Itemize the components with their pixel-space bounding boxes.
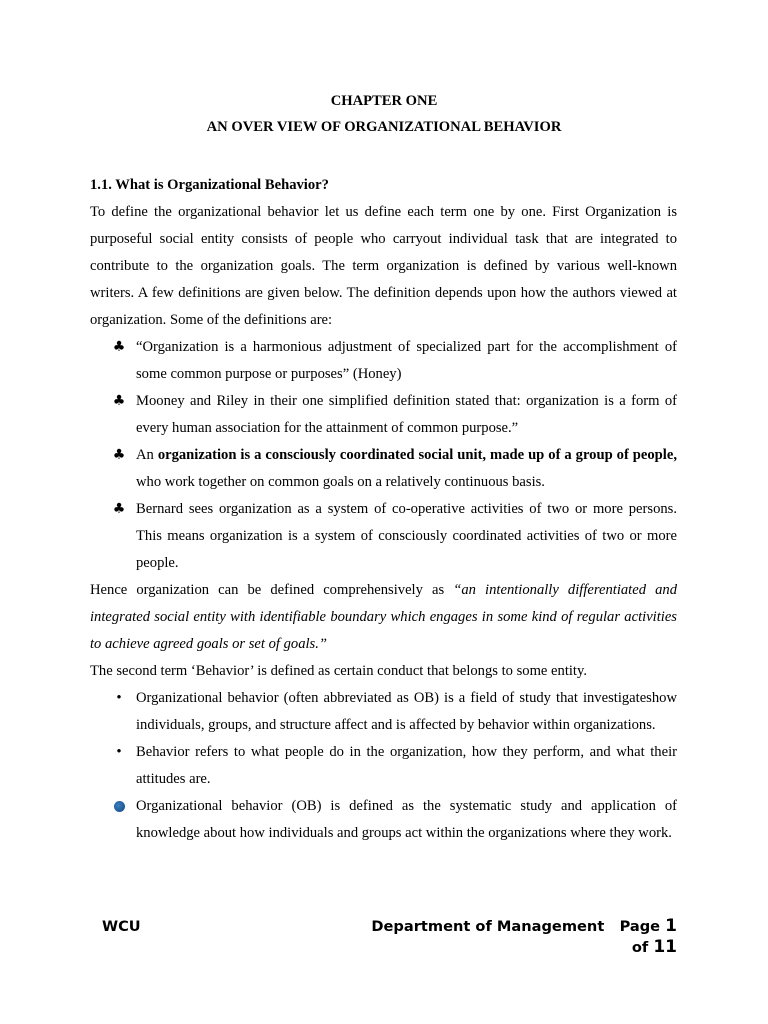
list-item	[90, 793, 677, 847]
intro-paragraph: To define the organizational behavior let us define each term one by one. First Organization is purposeful social entity consists of people who carryout individual task that are integrated to contribute to the organization goals. The term organization is defined by various well-known writers. A few definitions are given below. The definition depends upon how the authors viewed at organization. Some of the definitions are:	[90, 204, 677, 328]
footer-institution: WCU	[102, 918, 141, 935]
section-heading: 1.1. What is Organizational Behavior?	[90, 177, 329, 193]
behavior-list	[90, 685, 677, 847]
list-item	[90, 442, 677, 496]
footer-page-label: Page	[619, 918, 661, 935]
bullet-dot-icon: •	[116, 690, 122, 706]
hence-text: Hence organization can be defined comprehensively as	[90, 582, 454, 598]
list-item	[90, 334, 677, 388]
chapter-title: AN OVER VIEW OF ORGANIZATIONAL BEHAVIOR	[206, 119, 562, 135]
footer-page-number: 1	[665, 916, 677, 936]
definition-text: “Organization is a harmonious adjustment of specialized part for the accomplishment of some common purpose or purposes” (Honey)	[136, 339, 677, 382]
footer-line-2	[371, 937, 677, 958]
footer-page-info	[371, 916, 677, 958]
behavior-text: Organizational behavior (often abbreviated as OB) is a field of study that investigateshow individuals, groups, and structure affect and is affected by behavior within organizations.	[136, 690, 677, 733]
document-body	[90, 172, 677, 847]
hence-quote: “an intentionally differentiated and integrated social entity with identifiable boundary which engages in some kind of regular activities to achieve agreed goals or set of goals.”	[90, 582, 677, 652]
behavior-intro: The second term ‘Behavior’ is defined as certain conduct that belongs to some entity.	[90, 663, 587, 679]
footer-line-1	[371, 916, 677, 937]
club-bullet-icon: ♣	[112, 339, 126, 355]
footer-of-label: of	[631, 939, 649, 956]
chapter-label: CHAPTER ONE	[330, 93, 438, 109]
list-item	[90, 496, 677, 577]
definition-text-pre: An	[136, 447, 158, 463]
behavior-text: Behavior refers to what people do in the organization, how they perform, and what their attitudes are.	[136, 744, 677, 787]
definition-text-post: who work together on common goals on a relatively continuous basis.	[136, 474, 545, 490]
list-item	[90, 685, 677, 739]
bullet-dot-icon: •	[116, 744, 122, 760]
definitions-list	[90, 334, 677, 577]
list-item	[90, 739, 677, 793]
club-bullet-icon: ♣	[112, 393, 126, 409]
club-bullet-icon: ♣	[112, 447, 126, 463]
definition-text: Mooney and Riley in their one simplified definition stated that: organization is a form of every human association for the attainment of common purpose.”	[136, 393, 677, 436]
club-bullet-icon: ♣	[112, 501, 126, 517]
definition-text: Bernard sees organization as a system of co-operative activities of two or more persons. This means organization is a system of consciously coordinated activities of two or more people.	[136, 501, 677, 571]
behavior-text: Organizational behavior (OB) is defined as the systematic study and application of knowledge about how individuals and groups act within the organizations where they work.	[136, 798, 677, 841]
blue-disc-bullet-icon	[114, 801, 125, 812]
footer-department: Department of Management	[371, 918, 605, 935]
footer-total-pages: 11	[653, 937, 677, 957]
definition-text-bold: organization is a consciously coordinated social unit, made up of a group of people,	[157, 447, 677, 463]
list-item	[90, 388, 677, 442]
hence-paragraph	[90, 577, 677, 658]
